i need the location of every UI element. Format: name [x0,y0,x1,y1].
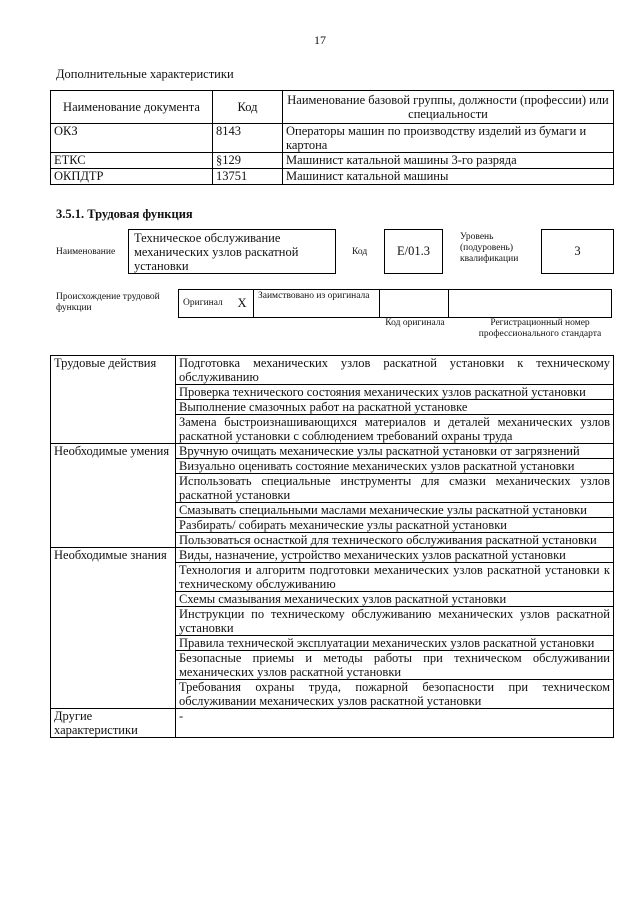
qualification-level-label: Уровень (подуровень) квалификации [460,232,519,264]
section-label-actions: Трудовые действия [51,356,176,444]
table-row [51,153,614,169]
cell-code: 8143 [213,124,283,153]
origin-label: Происхождение трудовой функции [56,292,160,313]
cell-code: 13751 [213,169,283,185]
list-item: Вручную очищать механические узлы раскатной установки от загрязнений [176,444,614,459]
table-row [51,548,614,563]
table-row [51,444,614,459]
list-item: Инструкции по техническому обслуживанию механических узлов раскатной установки [176,607,614,636]
additional-characteristics-table [50,90,614,185]
table-row [51,356,614,385]
list-item: Визуально оценивать состояние механических узлов раскатной установки [176,459,614,474]
cell-doc: ЕТКС [51,153,213,169]
list-item: - [176,709,614,738]
header-group-name: Наименование базовой группы, должности (профессии) или специальности [283,91,614,124]
list-item: Проверка технического состояния механических узлов раскатной установки [176,385,614,400]
section-label-skills: Необходимые умения [51,444,176,548]
cell-name: Машинист катальной машины [283,169,614,185]
list-item: Правила технической эксплуатации механических узлов раскатной установки [176,636,614,651]
page-number: 17 [314,33,326,47]
function-code-label: Код [352,247,368,257]
function-code-box: E/01.3 [384,229,443,274]
cell-doc: ОКПДТР [51,169,213,185]
list-item: Технология и алгоритм подготовки механических узлов раскатной установки к техническому обслуживанию [176,563,614,592]
list-item: Схемы смазывания механических узлов раскатной установки [176,592,614,607]
list-item: Безопасные приемы и методы работы при техническом обслуживании механических узлов раскатной установки [176,651,614,680]
list-item: Требования охраны труда, пожарной безопасности при техническом обслуживании механических узлов раскатной установки [176,680,614,709]
list-item: Разбирать/ собирать механические узлы раскатной установки [176,518,614,533]
origin-table [178,289,612,318]
list-item: Подготовка механических узлов раскатной установки к техническому обслуживанию [176,356,614,385]
reg-number-label: Регистрационный номер профессионального стандарта [478,318,602,339]
table-row [51,709,614,738]
additional-characteristics-heading: Дополнительные характеристики [56,67,234,81]
labor-function-details-table [50,355,614,738]
table-header-row [51,91,614,124]
list-item: Замена быстроизнашивающихся материалов и деталей механических узлов раскатной установки с соблюдением требований охраны труда [176,415,614,444]
table-row [51,169,614,185]
original-label: Оригинал [179,290,232,318]
borrowed-label: Заимствовано из оригинала [254,290,380,318]
cell-doc: ОКЗ [51,124,213,153]
reg-number-cell [449,290,612,318]
section-label-knowledge: Необходимые знания [51,548,176,709]
original-mark: X [231,290,254,318]
cell-code: §129 [213,153,283,169]
list-item: Выполнение смазочных работ на раскатной установке [176,400,614,415]
function-name-box: Техническое обслуживание механических узлов раскатной установки [128,229,336,274]
list-item: Виды, назначение, устройство механических узлов раскатной установки [176,548,614,563]
qualification-level-box: 3 [541,229,614,274]
header-code: Код [213,91,283,124]
function-name-label: Наименование [56,247,116,257]
section-label-other: Другие характеристики [51,709,176,738]
cell-name: Операторы машин по производству изделий из бумаги и картона [283,124,614,153]
cell-name: Машинист катальной машины 3-го разряда [283,153,614,169]
table-row [51,124,614,153]
labor-function-title: 3.5.1. Трудовая функция [56,207,193,221]
code-original-cell [380,290,449,318]
list-item: Пользоваться оснасткой для технического обслуживания раскатной установки [176,533,614,548]
list-item: Смазывать специальными маслами механические узлы раскатной установки [176,503,614,518]
header-doc-name: Наименование документа [51,91,213,124]
code-original-label: Код оригинала [385,318,445,328]
list-item: Использовать специальные инструменты для смазки механических узлов раскатной установки [176,474,614,503]
